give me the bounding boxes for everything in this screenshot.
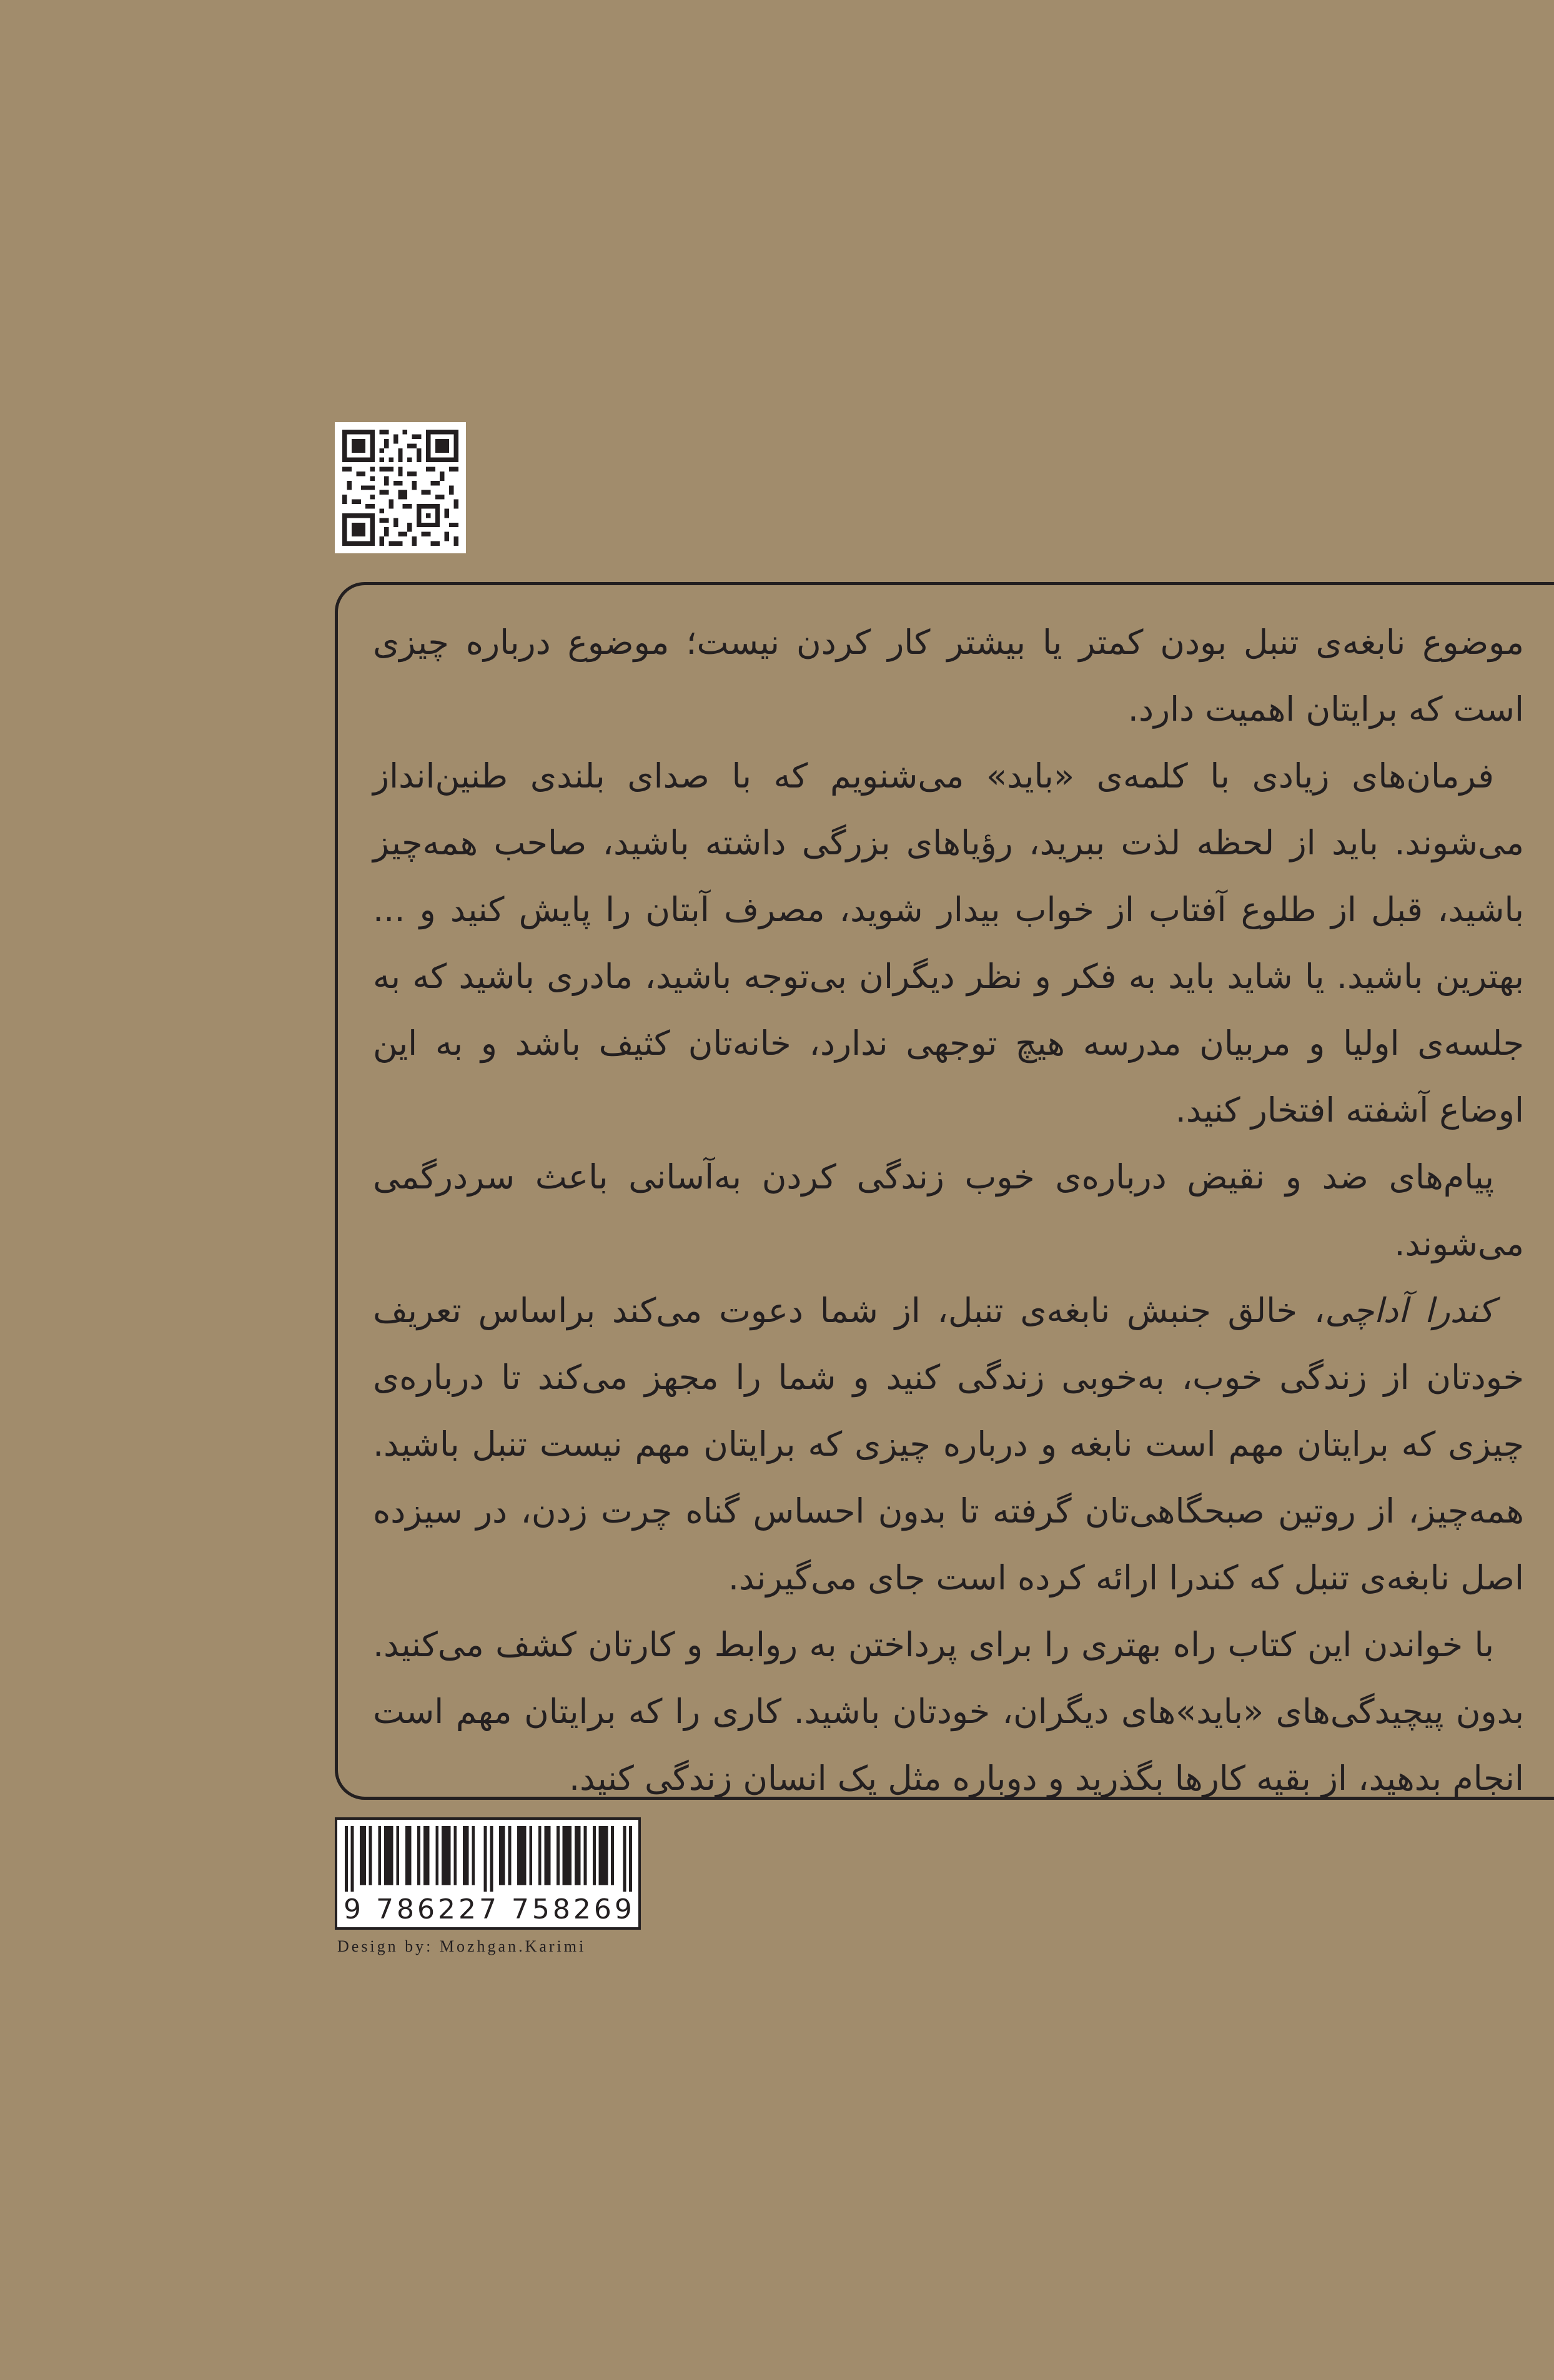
author-name: کندرا آداچی xyxy=(1325,1291,1494,1330)
isbn-number: 9 786227 758269 xyxy=(344,1894,635,1925)
barcode-icon xyxy=(345,1826,632,1892)
qr-code-icon xyxy=(342,430,458,546)
paragraph-author-text: ، خالق جنبش نابغه‌ی تنبل، از شما دعوت می‌کند براساس تعریف خودتان از زندگی خوب، به‌خوبی زندگی کنید و شما را مجهز می‌کند تا درباره‌ی چیزی که برایتان مهم است نابغه و درباره چیزی که برایتان مهم نیست تنبل باشید. همه‌چیز، از روتین صبحگاهی‌تان گرفته تا بدون احساس گناه چرت زدن، در سیزده اصل نابغه‌ی تنبل که کندرا ارائه کرده است جای می‌گیرند. xyxy=(373,1291,1524,1597)
paragraph-confusion: پیام‌های ضد و نقیض درباره‌ی خوب زندگی کردن به‌آسانی باعث سردرگمی می‌شوند. xyxy=(373,1157,1524,1263)
blurb-panel xyxy=(335,582,1554,1800)
blurb-text xyxy=(373,609,1524,1812)
paragraph-author xyxy=(373,1277,1524,1611)
isbn-barcode xyxy=(335,1817,641,1930)
paragraph-commands: فرمان‌های زیادی با کلمه‌ی «باید» می‌شنویم که با صدای بلندی طنین‌انداز می‌شوند. باید از لحظه لذت ببرید، رؤیاهای بزرگی داشته باشید، صاحب همه‌چیز باشید، قبل از طلوع آفتاب از خواب بیدار شوید، مصرف آبتان را پایش کنید و ... بهترین باشید. یا شاید باید به فکر و نظر دیگران بی‌توجه باشید، مادری باشید که به جلسه‌ی اولیا و مربیان مدرسه هیچ توجهی ندارد، خانه‌تان کثیف باشد و به این اوضاع آشفته افتخار کنید. xyxy=(373,756,1524,1130)
paragraph-intro: موضوع نابغه‌ی تنبل بودن کمتر یا بیشتر کار کردن نیست؛ موضوع درباره چیزی است که برایتان اهمیت دارد. xyxy=(373,623,1524,729)
paragraph-closing: با خواندن این کتاب راه بهتری را برای پرداختن به روابط و کارتان کشف می‌کنید. بدون پیچیدگی‌های «باید»های دیگران، خودتان باشید. کاری را که برایتان مهم است انجام بدهید، از بقیه کارها بگذرید و دوباره مثل یک انسان زندگی کنید. xyxy=(373,1625,1524,1798)
design-credit: Design by: Mozhgan.Karimi xyxy=(337,1937,586,1955)
qr-code xyxy=(335,422,466,553)
